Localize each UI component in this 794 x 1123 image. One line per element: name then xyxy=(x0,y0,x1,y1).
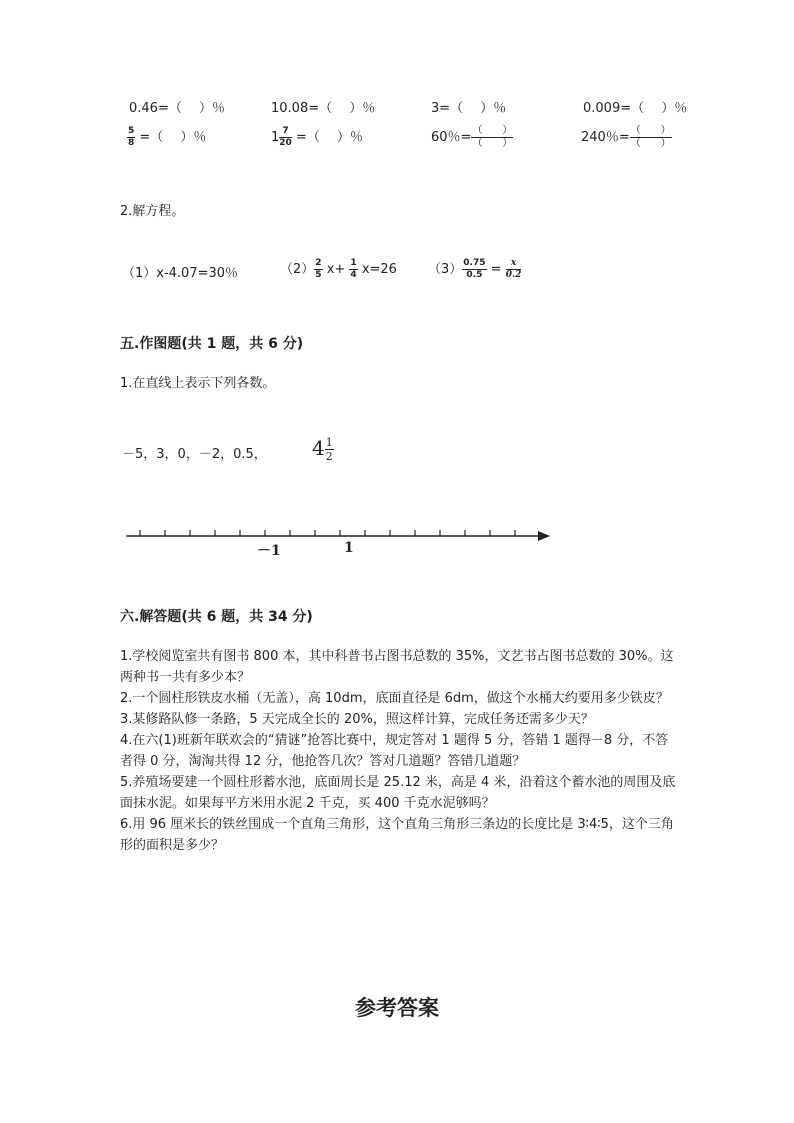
fraction: $\frac{1}{4}$ xyxy=(350,258,357,280)
arrow-head-icon xyxy=(538,531,550,541)
equation-3: （3） $\frac{0.75}{0.5}$ = $\frac{x}{0.2}$ xyxy=(428,258,522,280)
axis-label-one: 1 xyxy=(344,540,354,556)
conversion-item-3: 3=（ ）％ xyxy=(431,101,507,116)
answer-title: 参考答案 xyxy=(355,995,439,1020)
numbers-to-plot: －5，3，0，－2，0.5， xyxy=(122,447,267,462)
section-5-question-1: 1.在直线上表示下列各数。 xyxy=(120,376,276,391)
number-line xyxy=(120,522,560,552)
problem-item: 2.一个圆柱形铁皮水桶（无盖），高 10dm，底面直径是 6dm，做这个水桶大约要用多少铁皮？ xyxy=(120,691,669,706)
fraction: $\frac{5}{8}$ xyxy=(128,126,135,148)
fraction: $\frac{2}{5}$ xyxy=(315,258,322,280)
fraction: $\frac{x}{0.2}$ xyxy=(505,258,522,280)
tick-marks xyxy=(140,530,515,536)
section-5-title: 五.作图题(共 1 题，共 6 分) xyxy=(120,336,304,352)
fraction: $\frac{1}{2}$ xyxy=(325,436,333,463)
conversion-item-1: 0.46=（ ）％ xyxy=(129,101,225,116)
fraction: $\frac{7}{20}$ xyxy=(279,126,292,148)
problem-item: 6.用 96 厘米长的铁丝围成一个直角三角形，这个直角三角形三条边的长度比是 3∶4∶5，这个三角形的面积是多少？ xyxy=(120,817,674,853)
conversion-item-5: $\frac{5}{8}$ =（ ）％ xyxy=(128,126,207,148)
conversion-item-4: 0.009=（ ）％ xyxy=(583,101,688,116)
conversion-item-7: 60％= $\frac{( )}{( )}$ xyxy=(431,125,513,149)
conversion-item-6: 1 $\frac{7}{20}$ =（ ）％ xyxy=(271,126,363,148)
mixed-number: 4 $\frac{1}{2}$ xyxy=(312,436,333,463)
problem-item: 1.学校阅览室共有图书 800 本，其中科普书占图书总数的 35%，文艺书占图书总数的 30%。这两种书一共有多少本？ xyxy=(120,649,674,685)
fraction: $\frac{0.75}{0.5}$ xyxy=(463,258,486,280)
equation-2: （2） $\frac{2}{5}$ x+ $\frac{1}{4}$ x=26 xyxy=(280,258,397,280)
axis-label-negative-one: －1 xyxy=(257,543,281,559)
section-6-title: 六.解答题(共 6 题，共 34 分) xyxy=(120,609,313,625)
problem-item: 5.养殖场要建一个圆柱形蓄水池，底面周长是 25.12 米，高是 4 米，沿着这个蓄水池的周围及底面抹水泥。如果每平方米用水泥 2 千克，买 400 千克水泥够吗？ xyxy=(120,775,676,811)
equations-heading: 2.解方程。 xyxy=(120,204,185,219)
conversion-item-2: 10.08=（ ）％ xyxy=(271,101,376,116)
blank-fraction: $\frac{( )}{( )}$ xyxy=(472,125,513,149)
equation-1: （1）x-4.07=30％ xyxy=(122,266,239,281)
problem-item: 3.某修路队修一条路，5 天完成全长的 20%，照这样计算，完成任务还需多少天？ xyxy=(120,712,594,727)
problem-list xyxy=(120,646,680,856)
blank-fraction: $\frac{( )}{( )}$ xyxy=(630,125,671,149)
problem-item: 4.在六(1)班新年联欢会的“猜谜”抢答比赛中，规定答对 1 题得 5 分，答错 1 题得－8 分，不答者得 0 分，淘淘共得 12 分，他抢答几次？答对几道题？答错几道题？ xyxy=(120,733,669,769)
conversion-item-8: 240％= $\frac{( )}{( )}$ xyxy=(581,125,671,149)
